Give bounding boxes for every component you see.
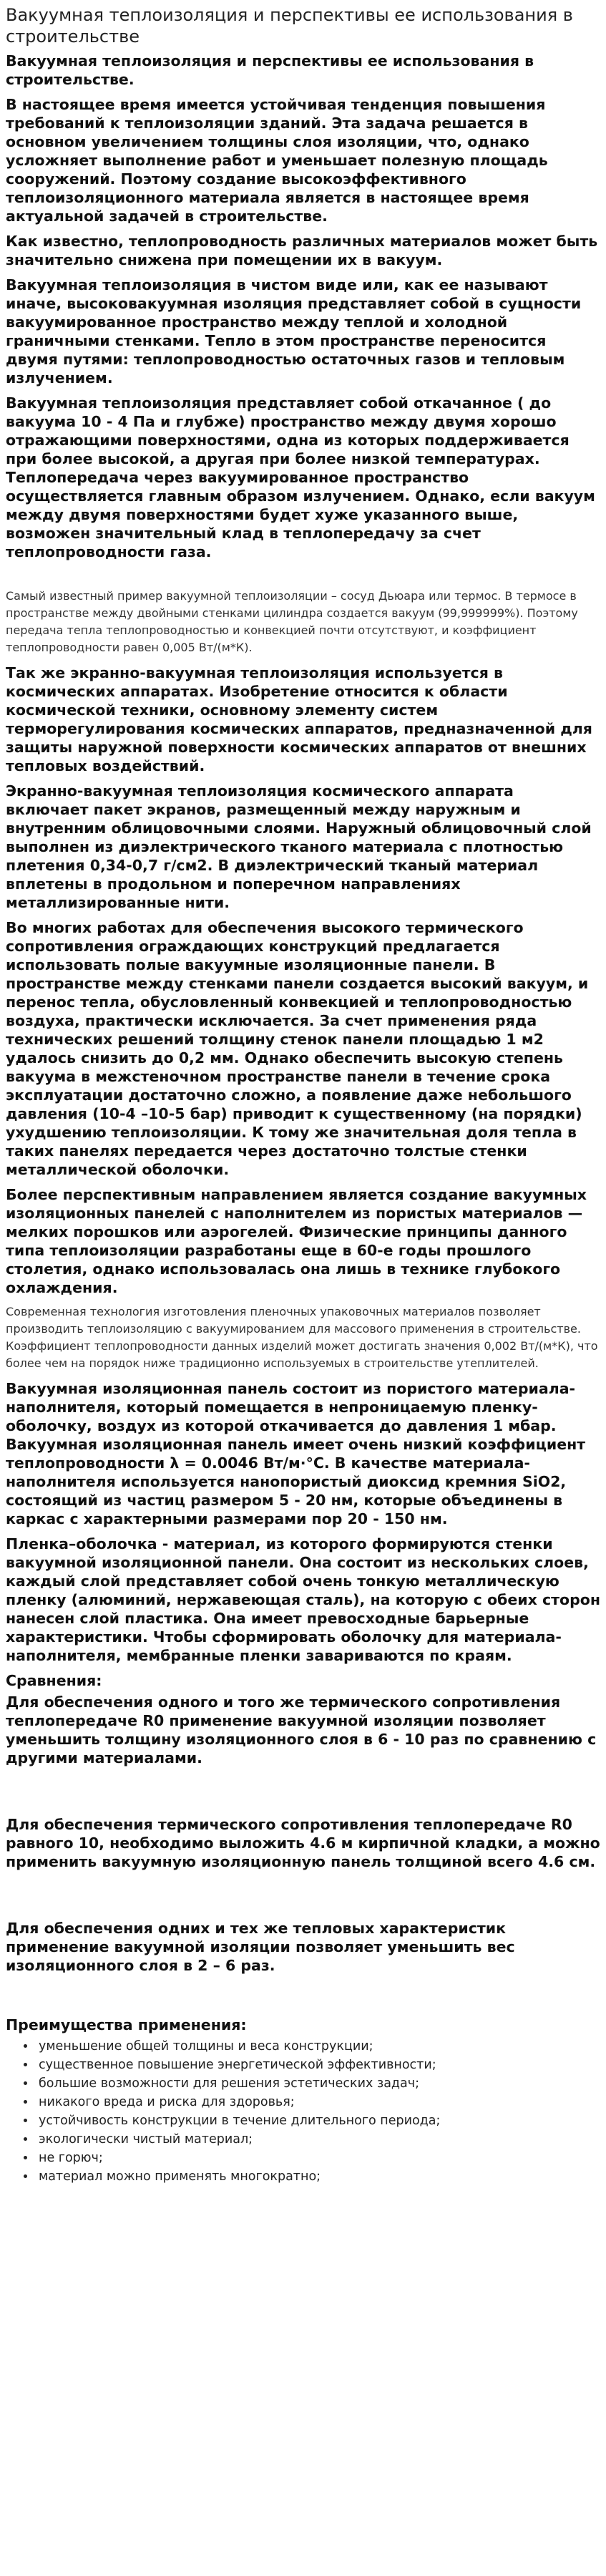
comparison-heading: Сравнения: bbox=[6, 1672, 102, 1689]
paragraph-panel-structure: Вакуумная изоляционная панель состоит из пористого материала-наполнителя, который помещается в непроницаемую пленку-оболочку, воздух из которой откачивается до давления 1 мбар. Вакуумная изоляционная панель имеет очень низкий коэффициент теплопроводности λ = 0.0046 Вт/м·°С. В качестве материала-наполнителя используется нанопористый диоксид кремния SiO2, состоящий из частиц размером 5 - 20 нм, которые объединены в каркас с характерными размерами пор 20 - 150 нм. bbox=[6, 1380, 586, 1527]
comparison-thickness: Для обеспечения одного и того же термического сопротивления теплопередаче R0 применение вакуумной изоляции позволяет уменьшить толщину изоляционного слоя в 6 - 10 раз по сравнению с другими материалами. bbox=[6, 1693, 597, 1766]
list-item: • устойчивость конструкции в течение длительного периода; bbox=[36, 2111, 600, 2130]
spacer bbox=[6, 1774, 600, 1815]
paragraph-vacuum-conductivity: Как известно, теплопроводность различных материалов может быть значительно снижена при помещении их в вакуум. bbox=[6, 233, 598, 268]
spacer bbox=[6, 1877, 600, 1919]
advantages-list bbox=[6, 2037, 600, 2186]
paragraph-space-insulation: Так же экранно-вакуумная теплоизоляция используется в космических аппаратах. Изобретение относится к области космической техники, основному элементу систем терморегулирования космических аппаратов, предназначенной для защиты наружной поверхности космических аппаратов от внешних тепловых воздействий. bbox=[6, 664, 592, 774]
paragraph-high-vacuum-insulation: Вакуумная теплоизоляция в чистом виде или, как ее называют иначе, высоковакуумная изоляция представляет собой в сущности вакуумированное пространство между теплой и холодной граничными стенками. Тепло в этом пространстве переносится двумя путями: теплопроводностью остаточных газов и тепловым излучением. bbox=[6, 276, 582, 387]
paragraph-intro: В настоящее время имеется устойчивая тенденция повышения требований к теплоизоляции зданий. Эта задача решается в основном увеличением толщины слоя изоляции, что, однако усложняет выполнение работ и уменьшает полезную площадь сооружений. Поэтому создание высокоэффективного теплоизоляционного материала является в настоящее время актуальной задачей в строительстве. bbox=[6, 96, 548, 225]
paragraph-film-technology: Современная технология изготовления пленочных упаковочных материалов позволяет производить теплоизоляцию с вакуумированием для массового применения в строительстве. Коэффициент теплопроводности данных изделий может достигать значения 0,002 Вт/(м*К), что более чем на порядок ниже традиционно используемых в строительстве утеплителей. bbox=[6, 1305, 598, 1370]
advantages-heading: Преимущества применения: bbox=[6, 2016, 247, 2033]
paragraph-film-shell: Пленка–оболочка - материал, из которого формируются стенки вакуумной изоляционной панели. Она состоит из нескольких слоев, каждый слой представляет собой очень тонкую металлическую пленку (алюминий, нержавеющая сталь), на которую с обеих сторон нанесен слой пластика. Она имеет превосходные барьерные характеристики. Чтобы сформировать оболочку для материала-наполнителя, мембранные пленки завариваются по краям. bbox=[6, 1535, 601, 1664]
list-item: • никакого вреда и риска для здоровья; bbox=[36, 2093, 600, 2111]
article-heading: Вакуумная теплоизоляция и перспективы ее использования в строительстве. bbox=[6, 52, 534, 88]
paragraph-vacuum-definition: Вакуумная теплоизоляция представляет собой откачанное ( до вакуума 10 - 4 Па и глубже) пространство между двумя хорошо отражающими поверхностями, одна из которых поддерживается при более высокой, а другая при более низкой температурах. Теплопередача через вакуумированное пространство осуществляется главным образом излучением. Однако, если вакуум между двумя поверхностями будет хуже указанного выше, возможен значительный клад в теплопередачу за счет теплопроводности газа. bbox=[6, 394, 595, 560]
comparison-brick: Для обеспечения термического сопротивления теплопередаче R0 равного 10, необходимо выложить 4.6 м кирпичной кладки, а можно применить вакуумную изоляционную панель толщиной всего 4.6 см. bbox=[6, 1816, 600, 1870]
list-item: • большие возможности для решения эстетических задач; bbox=[36, 2074, 600, 2093]
paragraph-dewar-example: Самый известный пример вакуумной теплоизоляции – сосуд Дьюара или термос. В термосе в пространстве между двойными стенками цилиндра создается вакуум (99,999999%). Поэтому передача тепла теплопроводностью и конвекцией почти отсутствуют, и коэффициент теплопроводности равен 0,005 Вт/(м*К). bbox=[6, 589, 578, 654]
paragraph-screen-vacuum-package: Экранно-вакуумная теплоизоляция космического аппарата включает пакет экранов, размещенный между наружным и внутренним облицовочными слоями. Наружный облицовочный слой выполнен из диэлектрического тканого материала с плотностью плетения 0,34-0,7 г/см2. В диэлектрический тканый материал вплетены в продольном и поперечном направлениях металлизированные нити. bbox=[6, 782, 592, 911]
list-item: • не горюч; bbox=[36, 2149, 600, 2167]
list-item: • материал можно применять многократно; bbox=[36, 2167, 600, 2186]
list-item: • экологически чистый материал; bbox=[36, 2130, 600, 2149]
spacer bbox=[6, 568, 600, 588]
list-item: • уменьшение общей толщины и веса конструкции; bbox=[36, 2037, 600, 2056]
spacer bbox=[6, 1981, 600, 2016]
page-title: Вакуумная теплоизоляция и перспективы ее использования в строительстве bbox=[6, 5, 573, 47]
comparison-weight: Для обеспечения одних и тех же тепловых характеристик применение вакуумной изоляции позволяет уменьшить вес изоляционного слоя в 2 – 6 раз. bbox=[6, 1920, 515, 1974]
paragraph-filled-panels: Более перспективным направлением является создание вакуумных изоляционных панелей с наполнителем из пористых материалов — мелких порошков или аэрогелей. Физические принципы данного типа теплоизоляции разработаны еще в 60-е годы прошлого столетия, однако использовалась она лишь в технике глубокого охлаждения. bbox=[6, 1186, 587, 1296]
paragraph-hollow-panels: Во многих работах для обеспечения высокого термического сопротивления ограждающих конструкций предлагается использовать полые вакуумные изоляционные панели. В пространстве между стенками панели создается высокий вакуум, и перенос тепла, обусловленный конвекцией и теплопроводностью воздуха, практически исключается. За счет применения ряда технических решений толщину стенок панели площадью 1 м2 удалось снизить до 0,2 мм. Однако обеспечить высокую степень вакуума в межстеночном пространстве панели в течение срока эксплуатации достаточно сложно, а появление даже небольшого давления (10-4 –10-5 бар) приводит к существенному (на порядки) ухудшению теплоизоляции. К тому же значительная доля тепла в таких панелях передается через достаточно толстые стенки металлической оболочки. bbox=[6, 919, 589, 1178]
list-item: • существенное повышение энергетической эффективности; bbox=[36, 2056, 600, 2074]
